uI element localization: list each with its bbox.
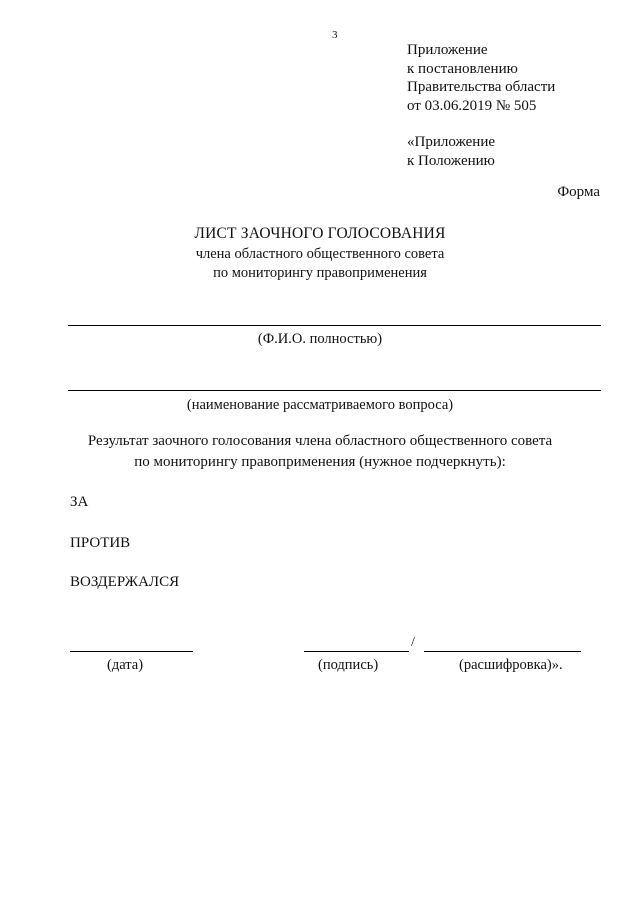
signature-separator: / [411,635,415,650]
fio-caption: (Ф.И.О. полностью) [257,331,383,347]
date-caption: (дата) [107,657,144,673]
decoding-caption: (расшифровка)». [459,657,563,673]
signature-caption: (подпись) [318,657,379,673]
document-title: ЛИСТ ЗАОЧНОГО ГОЛОСОВАНИЯ [194,225,446,242]
sub-appendix-line-2: к Положению [407,152,495,169]
result-text-line-1: Результат заочного голосования члена областного общественного совета [87,433,553,449]
decoding-field-line[interactable] [424,651,581,652]
appendix-line-4: от 03.06.2019 № 505 [407,97,537,114]
fio-field-line[interactable] [68,325,601,326]
page-number: 3 [332,29,338,41]
appendix-line-2: к постановлению [407,60,518,77]
appendix-line-1: Приложение [407,42,488,58]
option-against[interactable]: ПРОТИВ [70,535,131,551]
option-abstain[interactable]: ВОЗДЕРЖАЛСЯ [70,574,180,590]
title-subline-1: члена областного общественного совета [195,246,445,262]
date-field-line[interactable] [70,651,193,652]
question-field-line[interactable] [68,390,601,391]
question-caption: (наименование рассматриваемого вопроса) [186,397,454,413]
appendix-block [407,41,555,170]
sub-appendix-line-1: «Приложение [407,134,496,150]
title-subline-2: по мониторингу правоприменения [213,265,427,281]
form-label: Форма [557,184,600,200]
option-for[interactable]: ЗА [70,494,89,510]
result-text-line-2: по мониторингу правоприменения (нужное подчеркнуть): [134,454,506,470]
signature-field-line[interactable] [304,651,409,652]
appendix-line-3: Правительства области [407,79,556,95]
